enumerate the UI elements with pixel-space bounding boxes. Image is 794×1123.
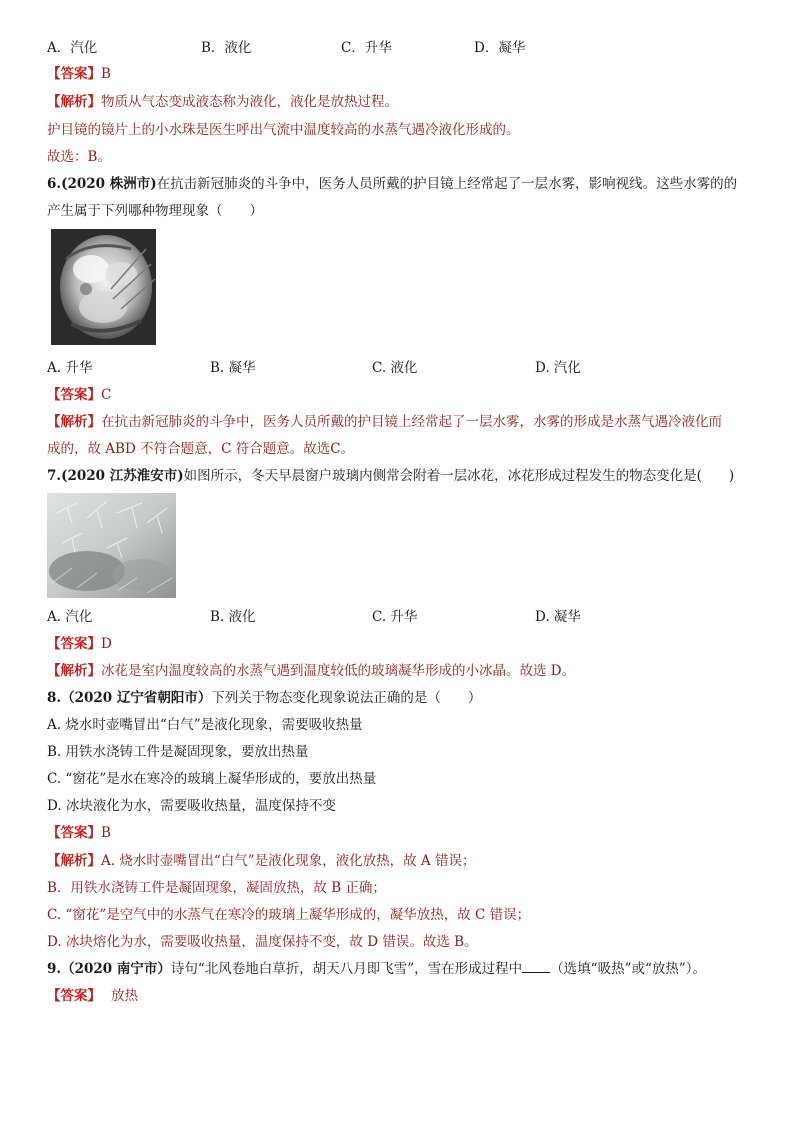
q5-option-d: D．凝华 (474, 40, 526, 56)
q7-answer: D (101, 636, 112, 652)
ice-flower-photo (47, 493, 176, 598)
q8-option-b: B. 用铁水浇铸工件是凝固现象，要放出热量 (47, 744, 309, 760)
q7-option-a: A. 汽化 (47, 609, 93, 625)
q6-option-c: C. 液化 (372, 360, 418, 376)
q8-analysis-c: C. “窗花”是空气中的水蒸气在寒冷的玻璃上凝华形成的，凝华放热，故 C 错误； (47, 907, 531, 923)
q6-option-a: A. 升华 (47, 360, 93, 376)
q5-analysis-2: 护目镜的镜片上的小水珠是医生呼出气流中温度较高的水蒸气遇冷液化形成的。 (47, 122, 520, 138)
q8-analysis-a: A. 烧水时壶嘴冒出“白气”是液化现象，液化放热，故 A 错误； (101, 853, 476, 869)
q7-answer-line (47, 635, 112, 653)
q9-number: 9. (47, 961, 62, 977)
q8-stem-line (47, 689, 481, 707)
q6-source: (2020 株洲市) (61, 176, 157, 192)
goggles-fog-image (51, 229, 156, 345)
q8-stem: 下列关于物态变化现象说法正确的是（ ） (211, 690, 482, 706)
answer-label: 【答案】 (47, 825, 101, 841)
goggles-fog-photo (51, 229, 156, 345)
q8-option-a: A. 烧水时壶嘴冒出“白气”是液化现象，需要吸收热量 (47, 717, 363, 733)
q8-analysis-line (47, 852, 475, 870)
q5-analysis-3: 故选：B。 (47, 149, 111, 165)
q5-answer-line (47, 65, 111, 83)
q5-option-a: A．汽化 (47, 40, 98, 56)
q7-stem-line (47, 467, 734, 485)
q8-answer-line (47, 824, 111, 842)
q7-analysis: 冰花是室内温度较高的水蒸气遇到温度较低的玻璃凝华形成的小冰晶。故选 D。 (101, 663, 576, 679)
q6-stem-line-1 (47, 175, 737, 193)
q6-option-d: D. 汽化 (535, 360, 581, 376)
q6-analysis-1: 在抗击新冠肺炎的斗争中，医务人员所戴的护目镜上经常起了一层水雾，水雾的形成是水蒸气遇冷液化而 (101, 414, 722, 430)
ice-flower-image (47, 493, 176, 598)
q7-number: 7. (47, 468, 62, 484)
q7-analysis-line (47, 662, 575, 680)
q8-option-c: C. “窗花”是水在寒冷的玻璃上凝华形成的，要放出热量 (47, 771, 377, 787)
q6-number: 6. (47, 176, 62, 192)
q8-analysis-d: D. 冰块熔化为水，需要吸收热量，温度保持不变，故 D 错误。故选 B。 (47, 934, 478, 950)
analysis-label: 【解析】 (47, 853, 101, 869)
q9-source: （2020 南宁市） (61, 961, 171, 977)
q9-answer: 放热 (111, 988, 138, 1004)
q9-stem-1: 诗句“北风卷地白草折，胡天八月即飞雪”，雪在形成过程中 (170, 961, 523, 977)
q8-answer: B (101, 825, 111, 841)
q7-stem: 如图所示，冬天早晨窗户玻璃内侧常会附着一层冰花，冰花形成过程发生的物态变化是( ) (183, 468, 735, 484)
q7-option-d: D. 凝华 (535, 609, 581, 625)
q8-source: （2020 辽宁省朝阳市） (61, 690, 212, 706)
q6-stem-2: 产生属于下列哪种物理现象（ ） (47, 203, 263, 219)
q5-analysis-line (47, 93, 398, 111)
analysis-label: 【解析】 (47, 414, 101, 430)
q8-option-d: D. 冰块液化为水，需要吸收热量，温度保持不变 (47, 798, 336, 814)
q6-analysis-2: 成的，故 ABD 不符合题意，C 符合题意。故选C。 (47, 441, 355, 457)
q8-number: 8. (47, 690, 62, 706)
q5-option-b: B．液化 (201, 40, 252, 56)
q9-answer-line (47, 987, 138, 1005)
q7-option-b: B. 液化 (210, 609, 256, 625)
q6-answer-line (47, 386, 111, 404)
q9-stem-line (47, 960, 706, 978)
q6-answer: C (101, 387, 112, 403)
q7-source: (2020 江苏淮安市) (61, 468, 184, 484)
q6-option-b: B. 凝华 (210, 360, 256, 376)
answer-label: 【答案】 (47, 66, 101, 82)
answer-label: 【答案】 (47, 636, 101, 652)
q9-stem-2: （选填“吸热”或“放热”）。 (550, 961, 707, 977)
answer-label: 【答案】 (47, 387, 101, 403)
answer-label: 【答案】 (47, 988, 101, 1004)
analysis-label: 【解析】 (47, 663, 101, 679)
q5-answer: B (101, 66, 111, 82)
q6-analysis-line (47, 413, 722, 431)
analysis-label: 【解析】 (47, 94, 101, 110)
q5-analysis-1: 物质从气态变成液态称为液化，液化是放热过程。 (101, 94, 398, 110)
q5-option-c: C．升华 (341, 40, 392, 56)
q7-option-c: C. 升华 (372, 609, 418, 625)
q6-stem-1: 在抗击新冠肺炎的斗争中，医务人员所戴的护目镜上经常起了一层水雾，影响视线。这些水雾的的 (156, 176, 738, 192)
q9-answer-blank (522, 960, 550, 973)
q8-analysis-b: B．用铁水浇铸工件是凝固现象，凝固放热，故 B 正确； (47, 880, 386, 896)
